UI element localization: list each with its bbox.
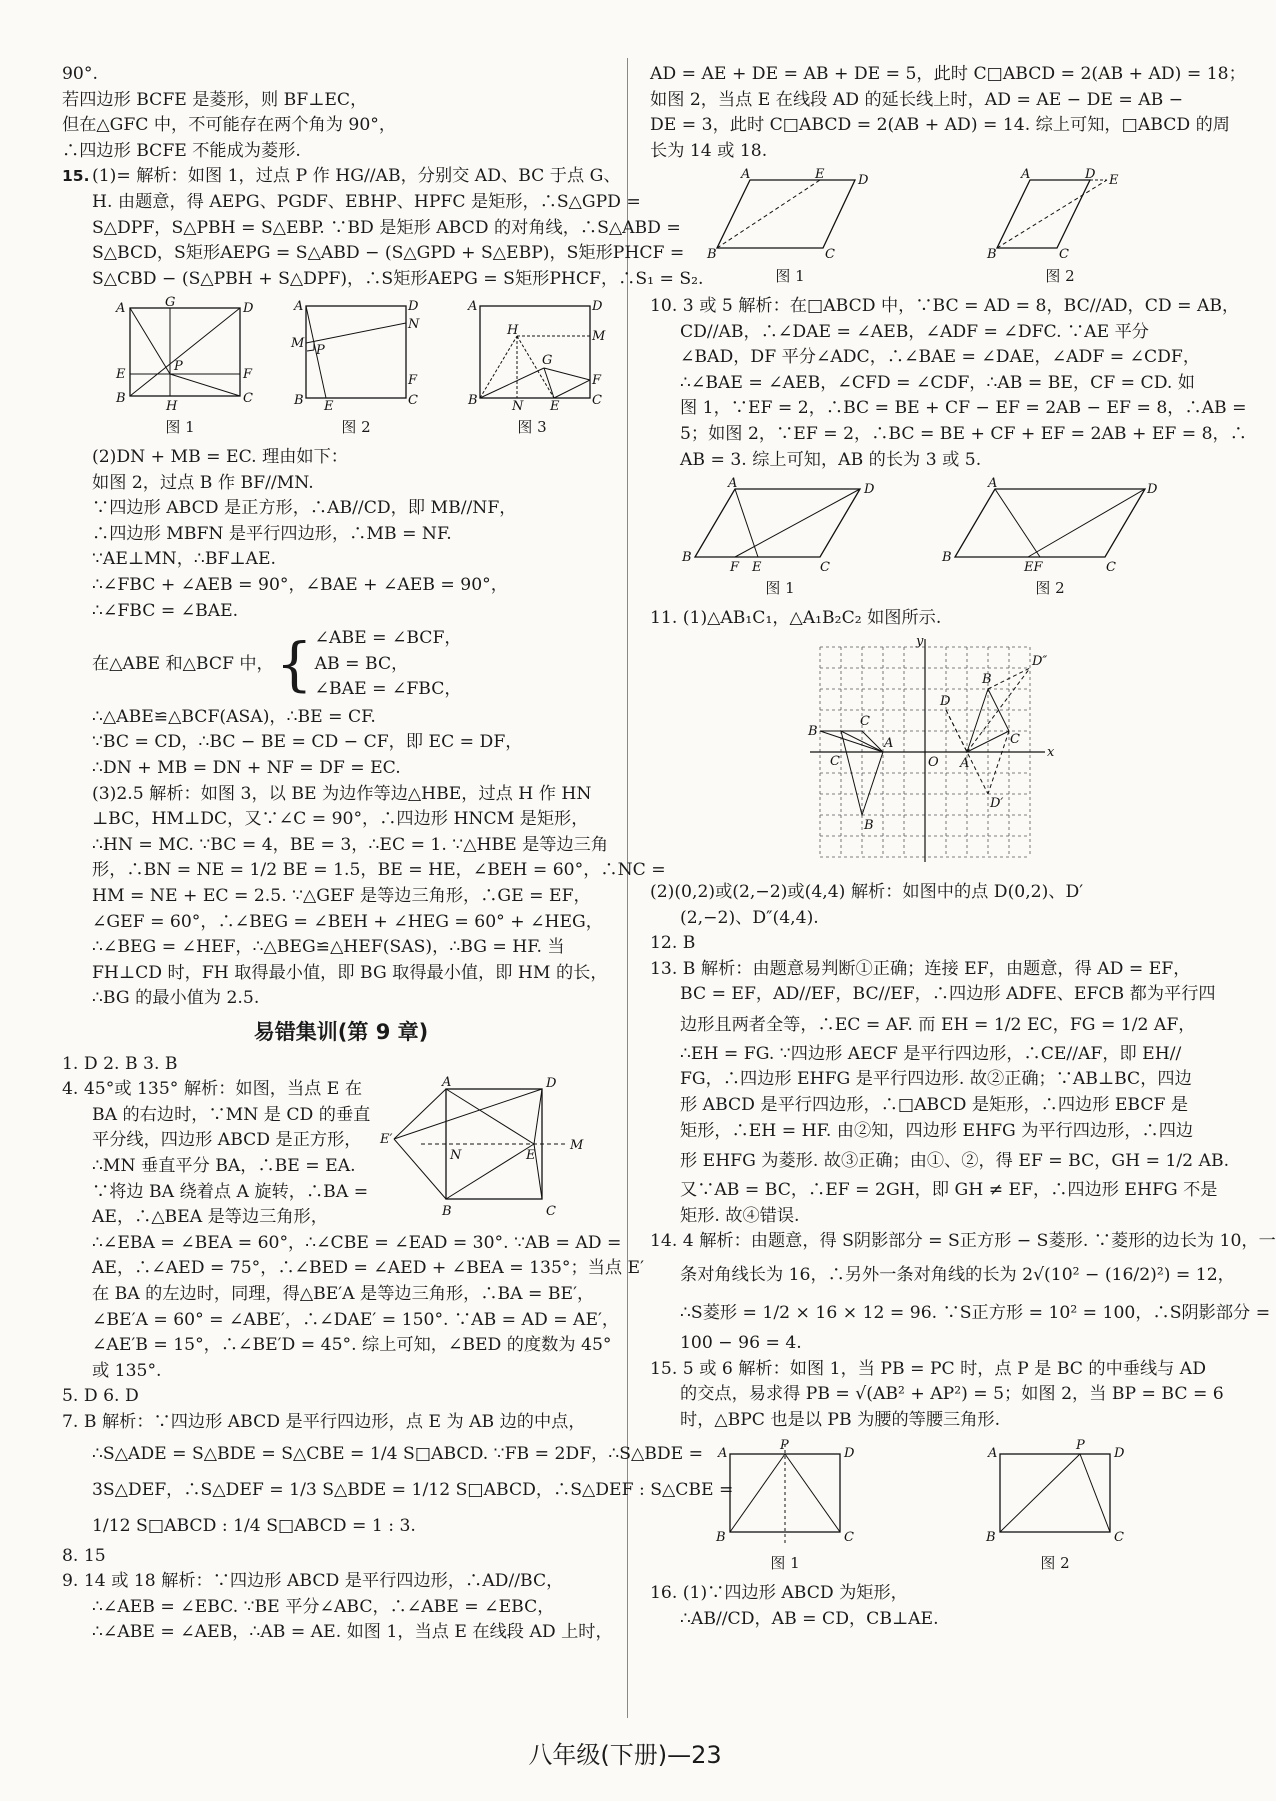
figure (286, 298, 426, 441)
text-line: ∴HN = MC. ∵BC = 4，BE = 3，∴EC = 1. ∵△HBE 是等边三角 (92, 834, 609, 855)
text-line: AB = BC， (314, 653, 409, 674)
text-line: 12. B (650, 933, 696, 954)
svg-text:E: E (815, 167, 825, 183)
figure (110, 295, 254, 441)
coordinate-figure (800, 634, 1190, 876)
text-line: ∵AE⊥MN，∴BF⊥AE. (92, 549, 276, 570)
svg-text:C: C (1114, 1530, 1124, 1546)
text-line: 的交点，易求得 PB = √(AB² + AP²) = 5；如图 2，当 BP = BC = 6 (680, 1384, 1224, 1405)
question-number: 15. (62, 167, 90, 186)
text-line: ∴DN + MB = DN + NF = DF = EC. (92, 758, 401, 779)
text-line: 矩形. 故④错误. (680, 1205, 800, 1226)
svg-text:B: B (442, 1204, 452, 1220)
svg-text:C: C (546, 1204, 557, 1220)
figure (680, 476, 880, 602)
svg-text:P: P (316, 343, 325, 359)
text-line: AD = AE + DE = AB + DE = 5，此时 C□ABCD = 2(AB + AD) = 18； (650, 64, 1246, 84)
svg-text:C: C (1059, 247, 1069, 263)
text-line: BC = EF，AD//EF，BC//EF，∴四边形 ADFE、EFCB 都为平行四 (680, 984, 1216, 1005)
square-diagram-3 (462, 298, 606, 415)
svg-text:C: C (1010, 732, 1020, 748)
text-line: 如图 2，当点 E 在线段 AD 的延长线上时，AD = AE − DE = AB − (650, 89, 1184, 110)
text-line: 又∵AB = BC，∴EF = 2GH，即 GH ≠ EF，∴四边形 EHFG 不是 (680, 1180, 1218, 1201)
svg-text:F: F (408, 373, 418, 389)
text-line: AB = 3. 综上可知，AB 的长为 3 或 5. (680, 449, 982, 470)
svg-text:D: D (1147, 482, 1158, 498)
text-line: 形，∴BN = NE = 1/2 BE = 1.5，BE = HE，∠BEH = 60°，∴NC = (92, 860, 666, 881)
svg-text:B: B (987, 247, 997, 263)
svg-text:E: E (752, 560, 762, 576)
figure-caption: 图 1 (775, 267, 805, 286)
figure-caption: 图 3 (517, 418, 547, 437)
svg-text:A: A (116, 301, 126, 317)
text-line: 但在△GFC 中，不可能存在两个角为 90°， (62, 115, 397, 136)
text-line: 在 BA 的左边时，同理，得△BE′A 是等边三角形，∴BA = BE′， (92, 1283, 595, 1304)
text-line: 3S△DEF，∴S△DEF = 1/3 S△BDE = 1/12 S□ABCD，∴S△DEF : S△CBE = (92, 1479, 734, 1500)
figure-caption: 图 2 (1045, 267, 1075, 286)
parallelogram-diagram-2 (985, 167, 1135, 263)
text-line: 时，△BPC 也是以 PB 为腰的等腰三角形. (680, 1409, 1001, 1430)
svg-text:F: F (243, 367, 253, 383)
figure-caption: 图 2 (341, 418, 371, 437)
text-line: ∴S菱形 = 1/2 × 16 × 12 = 96. ∵S正方形 = 10² = 100，∴S阴影部分 = (680, 1303, 1271, 1324)
text-line: 边形且两者全等，∴EC = AF. 而 EH = 1/2 EC，FG = 1/2 AF， (680, 1014, 1196, 1035)
svg-text:B: B (294, 393, 304, 409)
svg-text:E: E (526, 1148, 536, 1164)
svg-text:A: A (988, 476, 998, 492)
text-line: DE = 3，此时 C□ABCD = 2(AB + AD) = 14. 综上可知，□ABCD 的周 (650, 115, 1230, 136)
svg-text:C: C (830, 754, 840, 770)
text-line: 如图 2，过点 B 作 BF//MN. (92, 472, 314, 493)
svg-text:N: N (408, 317, 420, 333)
text-line: ∴AB//CD，AB = CD，CB⊥AE. (680, 1608, 939, 1629)
text-line: 14. 4 解析：由题意，得 S阴影部分 = S正方形 − S菱形. ∵菱形的边长为 10，一 (650, 1231, 1276, 1252)
text-line: 13. B 解析：由题意易判断①正确；连接 EF，由题意，得 AD = EF， (650, 958, 1191, 979)
text-line: 8. 15 (62, 1545, 106, 1566)
svg-text:D: D (940, 694, 951, 710)
svg-text:E: E (116, 367, 126, 383)
text-line: (2)(0,2)或(2,−2)或(4,4) 解析：如图中的点 D(0,2)、D′ (650, 881, 1084, 902)
brace-system (62, 626, 620, 703)
svg-text:D: D (408, 299, 419, 315)
text-line: ∴四边形 MBFN 是平行四边形，∴MB = NF. (92, 523, 452, 544)
q4-block (62, 1077, 620, 1231)
text-line: ∴EH = FG. ∵四边形 AECF 是平行四边形，∴CE//AF，即 EH// (680, 1043, 1182, 1064)
svg-text:B: B (116, 391, 126, 407)
rectangle-diagram-2 (980, 1439, 1130, 1549)
svg-text:D: D (1114, 1446, 1125, 1462)
text-line: ∴∠FBC + ∠AEB = 90°，∠BAE + ∠AEB = 90°， (92, 574, 508, 595)
text-line: ∵将边 BA 绕着点 A 旋转，∴BA = (92, 1181, 369, 1202)
svg-text:EF: EF (1024, 560, 1043, 576)
text-line: 10. 3 或 5 解析：在□ABCD 中，∵BC = AD = 8，BC//AD，CD = AB， (650, 295, 1240, 316)
svg-text:A: A (741, 167, 751, 183)
text-line: ∴△ABE≌△BCF(ASA)，∴BE = CF. (92, 706, 376, 727)
text-line: ∵四边形 ABCD 是正方形，∴AB//CD，即 MB//NF， (92, 498, 517, 519)
svg-text:M: M (291, 336, 305, 352)
svg-text:G: G (542, 353, 553, 369)
text-line: 在△ABE 和△BCF 中， (92, 653, 274, 674)
svg-text:F: F (730, 560, 740, 576)
svg-text:P: P (780, 1438, 789, 1454)
svg-text:C: C (820, 560, 830, 576)
parallelogram-diagram-3 (680, 476, 880, 576)
svg-text:F: F (592, 373, 602, 389)
svg-text:H: H (166, 399, 178, 415)
text-line: ∴∠AEB = ∠EBC. ∵BE 平分∠ABC，∴∠ABE = ∠EBC， (92, 1596, 555, 1617)
svg-text:A: A (294, 299, 304, 315)
text-line: ∠GEF = 60°，∴∠BEG = ∠BEH + ∠HEG = 60° + ∠HEG， (92, 911, 603, 932)
svg-text:y: y (916, 634, 924, 650)
svg-text:A: A (988, 1446, 998, 1462)
svg-text:C: C (408, 393, 418, 409)
text-line: 5. D 6. D (62, 1386, 139, 1407)
svg-text:C: C (243, 391, 253, 407)
svg-text:N: N (450, 1148, 462, 1164)
text-line: 15. 5 或 6 解析：如图 1，当 PB = PC 时，点 P 是 BC 的中垂线与 AD (650, 1358, 1206, 1379)
text-line: ∠AE′B = 15°，∴∠BE′D = 45°. 综上可知，∠BED 的度数为 45° (92, 1335, 612, 1356)
text-line: 9. 14 或 18 解析：∵四边形 ABCD 是平行四边形，∴AD//BC， (62, 1571, 564, 1592)
svg-text:x: x (1047, 745, 1055, 761)
text-line: 长为 14 或 18. (650, 140, 768, 161)
text-line: 图 1，∵EF = 2，∴BC = BE + CF − EF = 2AB − EF = 8，∴AB = (680, 398, 1247, 419)
text-line: AE，∴△BEA 是等边三角形， (92, 1207, 328, 1228)
text-line: AE，∴∠AED = 75°，∴∠BED = ∠AED + ∠BEA = 135°；当点 E′ (92, 1258, 644, 1279)
text-line: 16. (1)∵四边形 ABCD 为矩形， (650, 1583, 908, 1603)
svg-text:A: A (468, 299, 478, 315)
text-line: 条对角线长为 16，∴另外一条对角线的长为 2√(10² − (16/2)²) = 12， (680, 1265, 1235, 1286)
text-line: ∴∠ABE = ∠AEB，∴AB = AE. 如图 1，当点 E 在线段 AD 上时， (92, 1622, 613, 1643)
svg-text:H: H (507, 323, 519, 339)
text-line: FH⊥CD 时，FH 取得最小值，即 BG 取得最小值，即 HM 的长， (92, 962, 608, 983)
text-line: (2)DN + MB = EC. 理由如下： (92, 446, 348, 467)
svg-text:C: C (860, 714, 870, 730)
figure-row-q15-right (650, 1439, 1190, 1577)
text-line: 5；如图 2，∵EF = 2，∴BC = BE + CF + EF = 2AB + EF = 8，∴ (680, 423, 1247, 444)
text-line: HM = NE + EC = 2.5. ∵△GEF 是等边三角形，∴GE = EF， (92, 886, 591, 907)
svg-text:B: B (707, 247, 717, 263)
svg-text:B: B (864, 818, 874, 834)
figure-caption: 图 2 (1035, 579, 1065, 598)
figure-caption: 图 1 (770, 1554, 800, 1573)
brace-glyph: { (275, 630, 313, 699)
svg-text:A: A (718, 1446, 728, 1462)
figure-caption: 图 1 (765, 579, 795, 598)
svg-text:B: B (468, 393, 478, 409)
rectangle-diagram-1 (710, 1439, 860, 1549)
coordinate-grid-diagram (800, 634, 1060, 867)
text-line: ∠BE′A = 60° = ∠ABE′，∴∠DAE′ = 150°. ∵AB = AD = AE′， (92, 1309, 620, 1330)
text-line: ∴四边形 BCFE 不能成为菱形. (62, 140, 301, 161)
svg-text:E: E (324, 399, 334, 415)
svg-text:D: D (243, 301, 254, 317)
svg-text:D: D (546, 1076, 557, 1092)
text-line: S△CBD − (S△PBH + S△DPF)，∴S矩形AEPG = S矩形PHCF，∴S₁ = S₂. (92, 268, 704, 289)
text-line: ∴∠FBC = ∠BAE. (92, 600, 239, 621)
svg-text:M: M (570, 1138, 584, 1154)
text-line: FG，∴四边形 EHFG 是平行四边形. 故②正确；∵AB⊥BC，四边 (680, 1069, 1192, 1090)
svg-text:B: B (716, 1530, 726, 1546)
svg-text:D: D (858, 173, 869, 189)
text-line: 若四边形 BCFE 是菱形，则 BF⊥EC， (62, 89, 368, 110)
text-line: CD//AB，∴∠DAE = ∠AEB，∠ADF = ∠DFC. ∵AE 平分 (680, 321, 1149, 342)
svg-text:M: M (592, 329, 606, 345)
svg-text:C: C (1106, 560, 1116, 576)
svg-text:A: A (960, 756, 970, 772)
text-line: ∠BAD，DF 平分∠ADC，∴∠BAE = ∠DAE，∠ADF = ∠CDF， (680, 347, 1201, 368)
svg-text:P: P (1076, 1438, 1085, 1454)
figure-row-q10 (650, 476, 1190, 602)
text-line: ∠ABE = ∠BCF， (314, 628, 462, 649)
text-line: 平分线，四边形 ABCD 是正方形， (92, 1130, 362, 1151)
figure-caption: 图 2 (1040, 1554, 1070, 1573)
text-line: (3)2.5 解析：如图 3，以 BE 为边作等边△HBE，过点 H 作 HN (92, 783, 592, 804)
text-line: ∴∠BAE = ∠AEB，∠CFD = ∠CDF，∴AB = BE，CF = CD. 如 (680, 372, 1195, 393)
figure (462, 298, 606, 441)
right-column (650, 62, 1276, 1632)
svg-text:D″: D″ (1032, 654, 1048, 670)
svg-text:E: E (1109, 173, 1119, 189)
text-line: 1. D 2. B 3. B (62, 1053, 178, 1074)
svg-text:B: B (682, 550, 692, 566)
text-line: ∴S△ADE = S△BDE = S△CBE = 1/4 S□ABCD. ∵FB = 2DF，∴S△BDE = (92, 1443, 704, 1464)
text-line: 100 − 96 = 4. (680, 1333, 802, 1354)
text-line: 90°. (62, 64, 98, 84)
text-line: 形 EHFG 为菱形. 故③正确；由①、②，得 EF = BC，GH = 1/2 AB. (680, 1151, 1230, 1172)
svg-text:A: A (884, 736, 894, 752)
svg-text:A: A (1021, 167, 1031, 183)
svg-text:B: B (986, 1530, 996, 1546)
svg-text:A: A (728, 476, 738, 492)
svg-text:P: P (174, 359, 183, 375)
svg-text:G: G (165, 295, 176, 311)
text-line: S△DPF，S△PBH = S△EBP. ∵BD 是矩形 ABCD 的对角线，∴S△ABD = (92, 217, 681, 238)
brace-lines (315, 626, 462, 703)
square-diagram-2 (286, 298, 426, 413)
svg-text:D′: D′ (990, 796, 1004, 812)
text-line: 或 135°. (92, 1360, 162, 1381)
svg-text:D: D (1085, 167, 1096, 183)
svg-text:A: A (442, 1075, 452, 1091)
q4-square-diagram (376, 1077, 586, 1227)
svg-text:B: B (942, 550, 952, 566)
figure (940, 476, 1160, 602)
text-line: (2,−2)、D″(4,4). (680, 907, 819, 928)
text-line: BA 的右边时，∵MN 是 CD 的垂直 (92, 1104, 371, 1125)
text-line: 1/12 S□ABCD : 1/4 S□ABCD = 1 : 3. (92, 1515, 416, 1536)
svg-text:C: C (592, 393, 602, 409)
text-line: (1)= 解析：如图 1，过点 P 作 HG//AB，分别交 AD、BC 于点 G、 (92, 166, 621, 187)
text-line: 7. B 解析：∵四边形 ABCD 是平行四边形，点 E 为 AB 边的中点， (62, 1411, 586, 1432)
svg-text:C: C (825, 247, 835, 263)
text-line: ∵BC = CD，∴BC − BE = CD − CF，即 EC = DF， (92, 732, 523, 753)
text-line: ⊥BC，HM⊥DC，又∵∠C = 90°，∴四边形 HNCM 是矩形， (92, 809, 589, 830)
figure (710, 1439, 860, 1577)
figure (980, 1439, 1130, 1577)
page-footer: 八年级(下册)—23 (528, 1741, 722, 1769)
figure (985, 167, 1135, 290)
svg-text:O: O (928, 755, 939, 771)
svg-text:B: B (982, 672, 992, 688)
svg-text:E: E (550, 399, 560, 415)
svg-text:N: N (512, 399, 524, 415)
text-line: 形 ABCD 是平行四边形，∴□ABCD 是矩形，∴四边形 EBCF 是 (680, 1095, 1189, 1116)
section-title: 易错集训(第 9 章) (253, 1020, 429, 1044)
text-line: ∴MN 垂直平分 BA，∴BE = EA. (92, 1155, 356, 1176)
figure-row-q9 (650, 167, 1190, 290)
svg-text:D: D (592, 299, 603, 315)
text-line: 4. 45°或 135° 解析：如图，当点 E 在 (62, 1079, 363, 1100)
text-line: 11. (1)△AB₁C₁，△A₁B₂C₂ 如图所示. (650, 607, 942, 628)
svg-text:D: D (864, 482, 875, 498)
q4-text-top (62, 1077, 370, 1231)
figure-caption: 图 1 (165, 418, 195, 437)
svg-text:B: B (808, 724, 818, 740)
svg-text:E′: E′ (380, 1132, 393, 1148)
text-line: ∴∠EBA = ∠BEA = 60°，∴∠CBE = ∠EAD = 30°. ∵AB = AD = (92, 1232, 622, 1253)
text-line: H. 由题意，得 AEPG、PGDF、EBHP、HPFC 是矩形，∴S△GPD = (92, 191, 641, 212)
square-diagram-1 (110, 295, 254, 415)
figure (705, 167, 875, 290)
parallelogram-diagram-4 (940, 476, 1160, 576)
text-line: 矩形，∴EH = HF. 由②知，四边形 EHFG 为平行四边形，∴四边 (680, 1120, 1194, 1141)
text-line: ∴∠BEG = ∠HEF，∴△BEG≌△HEF(SAS)，∴BG = HF. 当 (92, 937, 565, 958)
svg-text:C: C (844, 1530, 854, 1546)
figure-row-q15 (62, 295, 620, 441)
text-line: ∴BG 的最小值为 2.5. (92, 988, 260, 1009)
svg-text:D: D (844, 1446, 855, 1462)
text-line: ∠BAE = ∠FBC， (314, 679, 462, 700)
parallelogram-diagram-1 (705, 167, 875, 263)
text-line: S△BCD，S矩形AEPG = S△ABD − (S△GPD + S△EBP)，S矩形PHCF = (92, 243, 685, 264)
